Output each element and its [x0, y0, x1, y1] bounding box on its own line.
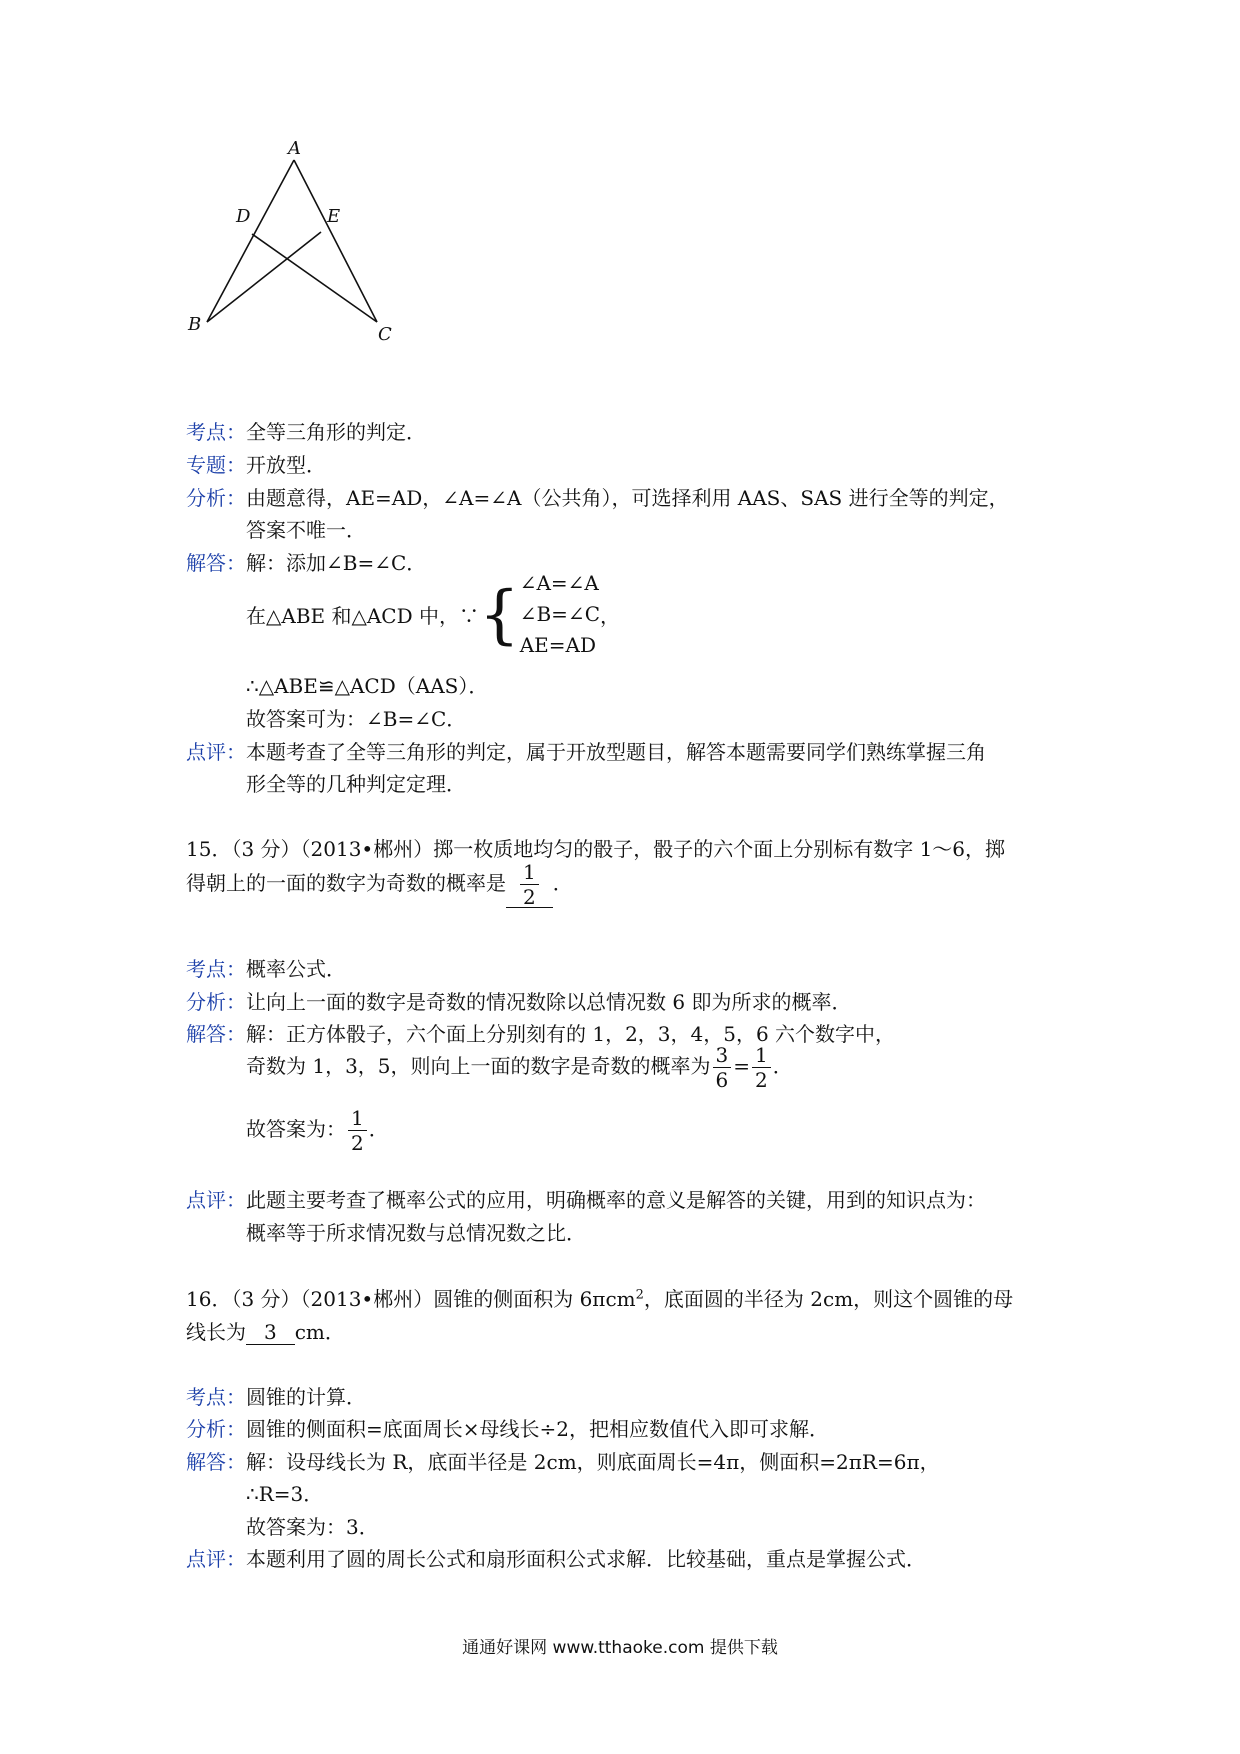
q14-jieda-line3: ∴△ABE≌△ACD（AAS）． — [246, 674, 489, 698]
q15-answer-prefix: 故答案为： — [246, 1117, 346, 1141]
q16-fenxi — [186, 1413, 829, 1442]
jieda-text: 解：正方体骰子，六个面上分别刻有的 1，2，3，4，5，6 六个数字中， — [246, 1022, 896, 1046]
q16-jieda-line3: 故答案为：3． — [246, 1515, 379, 1539]
q16-kaodian — [186, 1381, 366, 1410]
q15-fenxi — [186, 986, 851, 1015]
segment-AC — [294, 160, 377, 322]
dianping-label: 点评： — [186, 740, 246, 764]
kaodian-text: 全等三角形的判定． — [246, 420, 426, 444]
label-D: D — [236, 206, 251, 227]
q16-dianping — [186, 1543, 926, 1572]
zhuanti-text: 开放型． — [246, 453, 326, 477]
page-footer: 通通好课网 www.tthaoke.com 提供下载 — [462, 1638, 778, 1658]
system-prefix: 在△ABE 和△ACD 中，∵ — [246, 604, 479, 628]
label-E: E — [327, 206, 341, 227]
kaodian-text: 圆锥的计算． — [246, 1385, 366, 1409]
q14-jieda-line4: 故答案可为：∠B=∠C． — [246, 707, 467, 731]
q16-stem-line1 — [186, 1283, 1013, 1312]
dianping-label: 点评： — [186, 1547, 246, 1571]
q15-stem-line2 — [186, 862, 573, 908]
q15-jieda — [186, 1018, 895, 1047]
q15-dianping-line2: 概率等于所求情况数与总情况数之比． — [246, 1221, 586, 1245]
kaodian-label: 考点： — [186, 957, 246, 981]
dianping-label: 点评： — [186, 1188, 246, 1212]
frac-num: 3 — [713, 1045, 732, 1068]
dianping-text: 本题利用了圆的周长公式和扇形面积公式求解．比较基础，重点是掌握公式． — [246, 1547, 926, 1571]
frac-den: 2 — [351, 1131, 364, 1155]
system-eq-2: ∠B=∠C — [519, 602, 600, 626]
q15-jieda-line3 — [246, 1108, 389, 1153]
fenxi-text: 由题意得，AE=AD，∠A=∠A（公共角），可选择利用 AAS、SAS 进行全等的判定， — [246, 486, 1009, 510]
q15-stem-suffix: ． — [552, 871, 573, 895]
q14-kaodian — [186, 416, 426, 445]
q14-fenxi — [186, 482, 1009, 511]
zhuanti-label: 专题： — [186, 453, 246, 477]
label-B: B — [188, 314, 202, 335]
frac-den: 6 — [715, 1068, 729, 1092]
q14-dianping-line2: 形全等的几种判定定理． — [246, 772, 466, 796]
q16-line2-prefix: 线长为 — [186, 1320, 246, 1344]
frac-den: 2 — [755, 1068, 768, 1092]
frac-num: 1 — [348, 1108, 367, 1131]
label-A: A — [288, 140, 301, 159]
jieda-label: 解答： — [186, 1022, 246, 1046]
fraction-3-6 — [713, 1045, 732, 1090]
jieda-label: 解答： — [186, 1450, 246, 1474]
q15-answer-blank — [506, 862, 553, 908]
triangle-figure — [180, 140, 420, 380]
q16-superscript: 2 — [635, 1287, 644, 1303]
segment-BE — [207, 232, 321, 322]
segment-CD — [252, 234, 377, 322]
label-C: C — [378, 324, 392, 345]
q14-zhuanti — [186, 449, 326, 478]
fenxi-text: 圆锥的侧面积=底面周长×母线长÷2，把相应数值代入即可求解． — [246, 1417, 829, 1441]
q15-dianping — [186, 1184, 986, 1213]
kaodian-label: 考点： — [186, 1385, 246, 1409]
system-eq-1: ∠A=∠A — [519, 571, 599, 595]
q16-jieda-line2: ∴R=3． — [246, 1482, 324, 1506]
dianping-text: 本题考查了全等三角形的判定，属于开放型题目，解答本题需要同学们熟练掌握三角 — [246, 740, 986, 764]
q15-kaodian — [186, 953, 346, 982]
equals-sign: = — [733, 1054, 751, 1078]
fenxi-label: 分析： — [186, 1417, 246, 1441]
q14-fenxi-line2: 答案不唯一． — [246, 518, 366, 542]
kaodian-text: 概率公式． — [246, 957, 346, 981]
jieda-text: 解：设母线长为 R，底面半径是 2cm，则底面周长=4π，侧面积=2πR=6π， — [246, 1450, 940, 1474]
q16-stem-line2 — [186, 1316, 345, 1345]
frac-num: 1 — [520, 862, 539, 885]
q15-answer-suffix: ． — [368, 1117, 389, 1141]
q14-dianping — [186, 736, 986, 765]
q15-prob-prefix: 奇数为 1，3，5，则向上一面的数字是奇数的概率为 — [246, 1054, 711, 1078]
fraction-answer — [348, 1108, 367, 1153]
jieda-text: 解：添加∠B=∠C． — [246, 551, 427, 575]
q16-stem-suffix: ，底面圆的半径为 2cm，则这个圆锥的母 — [643, 1287, 1014, 1311]
fenxi-label: 分析： — [186, 486, 246, 510]
q16-jieda — [186, 1446, 940, 1475]
q16-answer-blank: 3 — [246, 1320, 295, 1345]
q15-prob-suffix: ． — [772, 1054, 793, 1078]
q15-jieda-line2 — [246, 1045, 793, 1090]
fenxi-text: 让向上一面的数字是奇数的情况数除以总情况数 6 即为所求的概率． — [246, 990, 852, 1014]
q16-stem-prefix: 16．（3 分）（2013•郴州）圆锥的侧面积为 6πcm — [186, 1287, 636, 1311]
segment-AB — [207, 160, 294, 322]
fraction-1-2 — [752, 1045, 771, 1090]
equation-system — [520, 568, 600, 661]
q14-system-line — [246, 568, 620, 661]
dianping-text: 此题主要考查了概率公式的应用，明确概率的意义是解答的关键，用到的知识点为： — [246, 1188, 986, 1212]
jieda-label: 解答： — [186, 551, 246, 575]
system-eq-3: AE=AD — [519, 633, 596, 657]
q15-stem-prefix: 得朝上的一面的数字为奇数的概率是 — [186, 871, 506, 895]
frac-num: 1 — [752, 1045, 771, 1068]
system-suffix: ， — [600, 604, 620, 628]
q15-stem-line1: 15．（3 分）（2013•郴州）掷一枚质地均匀的骰子，骰子的六个面上分别标有数字 1～6，掷 — [186, 837, 1006, 861]
q16-line2-suffix: cm． — [294, 1320, 345, 1344]
frac-den: 2 — [523, 885, 536, 909]
fenxi-label: 分析： — [186, 990, 246, 1014]
brace: { — [479, 577, 520, 652]
kaodian-label: 考点： — [186, 420, 246, 444]
q15-answer-fraction — [520, 862, 539, 907]
